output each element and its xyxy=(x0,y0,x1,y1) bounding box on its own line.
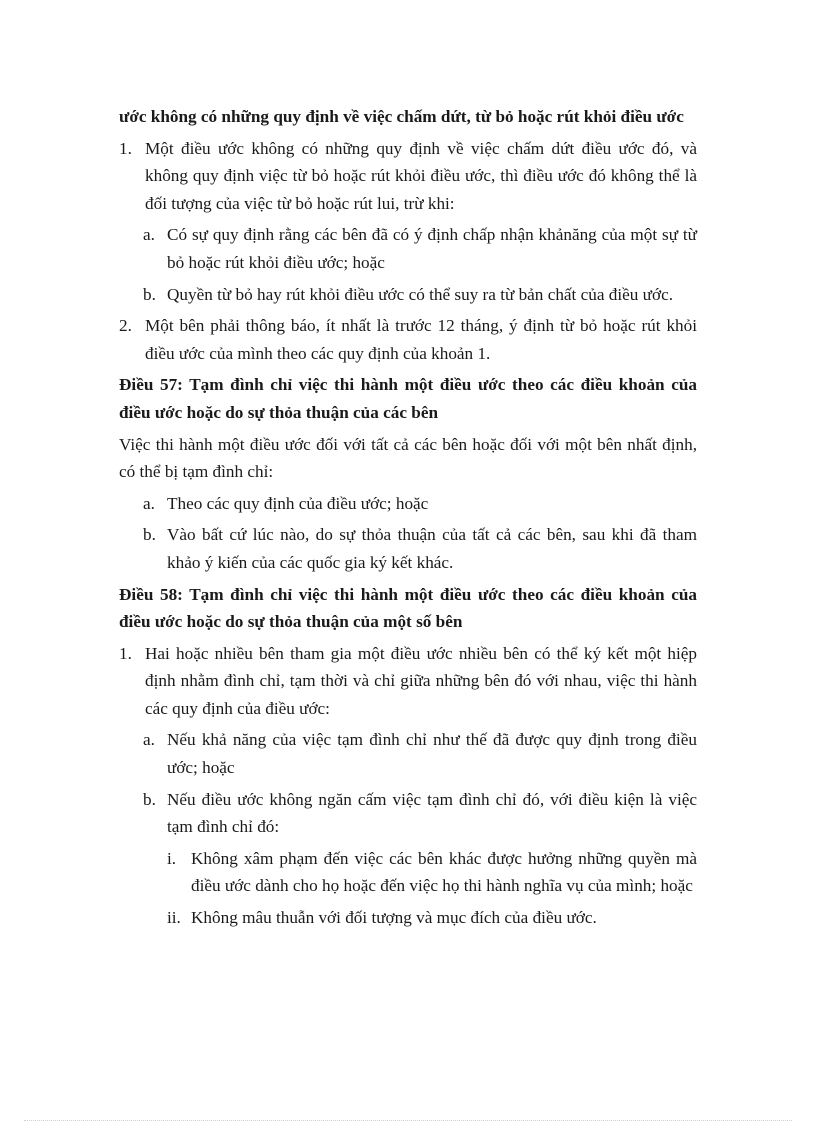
section-heading: ước không có những quy định về việc chấm dứt, từ bỏ hoặc rút khỏi điều ước xyxy=(119,107,684,126)
list-item-text: Không mâu thuẫn với đối tượng và mục đích của điều ước. xyxy=(191,908,597,928)
page-bottom-rule xyxy=(24,1120,792,1121)
list-marker: 1. xyxy=(119,643,132,663)
article-57-intro: Việc thi hành một điều ước đối với tất cả các bên hoặc đối với một bên nhất định, có thể bị tạm đình chỉ: xyxy=(119,434,697,482)
list-item xyxy=(119,786,697,841)
list-marker: 2. xyxy=(119,316,132,336)
list-item-text: Không xâm phạm đến việc các bên khác được hưởng những quyền mà điều ước dành cho họ hoặc đến việc họ thi hành nghĩa vụ của mình; hoặc xyxy=(191,848,697,896)
list-item xyxy=(119,521,697,576)
document-page xyxy=(119,103,697,936)
list-marker: ii. xyxy=(167,908,181,928)
list-marker: a. xyxy=(143,730,155,750)
list-marker: b. xyxy=(143,789,156,809)
list-item xyxy=(119,726,697,781)
list-item-text: Có sự quy định rằng các bên đã có ý định chấp nhận khảnăng của một sự từ bỏ hoặc rút khỏi điều ước; hoặc xyxy=(167,225,697,272)
list-item xyxy=(119,640,697,723)
list-item xyxy=(119,904,697,932)
list-marker: b. xyxy=(143,525,156,545)
list-item xyxy=(119,281,697,309)
list-item xyxy=(119,312,697,367)
list-item-text: Nếu điều ước không ngăn cấm việc tạm đình chỉ đó, với điều kiện là việc tạm đình chỉ đó: xyxy=(167,789,697,837)
list-item xyxy=(119,221,697,276)
list-item xyxy=(119,845,697,900)
list-item-text: Quyền từ bỏ hay rút khỏi điều ước có thể suy ra từ bản chất của điều ước. xyxy=(167,284,673,304)
article-58-heading: Điều 58: Tạm đình chỉ việc thi hành một điều ước theo các điều khoản của điều ước hoặc do sự thỏa thuận của một số bên xyxy=(119,584,697,632)
list-item-text: Vào bất cứ lúc nào, do sự thỏa thuận của tất cả các bên, sau khi đã tham khảo ý kiến của các quốc gia ký kết khác. xyxy=(167,525,697,572)
list-marker: a. xyxy=(143,225,155,245)
list-item-text: Nếu khả năng của việc tạm đình chỉ như thế đã được quy định trong điều ước; hoặc xyxy=(167,730,697,778)
list-marker: 1. xyxy=(119,138,132,158)
list-item-text: Theo các quy định của điều ước; hoặc xyxy=(167,493,429,513)
list-item-text: Một bên phải thông báo, ít nhất là trước 12 tháng, ý định từ bỏ hoặc rút khỏi điều ước của mình theo các quy định của khoản 1. xyxy=(145,316,697,363)
list-marker: a. xyxy=(143,493,155,513)
list-item-text: Một điều ước không có những quy định về việc chấm dứt điều ước đó, và không quy định việc từ bỏ hoặc rút khỏi điều ước, thì điều ước đó không thể là đối tượng của việc từ bỏ hoặc rút lui, trừ khi: xyxy=(145,138,697,213)
list-item xyxy=(119,135,697,218)
article-57-heading: Điều 57: Tạm đình chỉ việc thi hành một điều ước theo các điều khoản của điều ước hoặc do sự thỏa thuận của các bên xyxy=(119,375,697,422)
list-marker: b. xyxy=(143,284,156,304)
list-item xyxy=(119,490,697,518)
list-marker: i. xyxy=(167,848,177,868)
list-item-text: Hai hoặc nhiều bên tham gia một điều ước nhiều bên có thể ký kết một hiệp định nhằm đình chỉ, tạm thời và chỉ giữa những bên đó với nhau, việc thi hành các quy định của điều ước: xyxy=(145,643,697,718)
